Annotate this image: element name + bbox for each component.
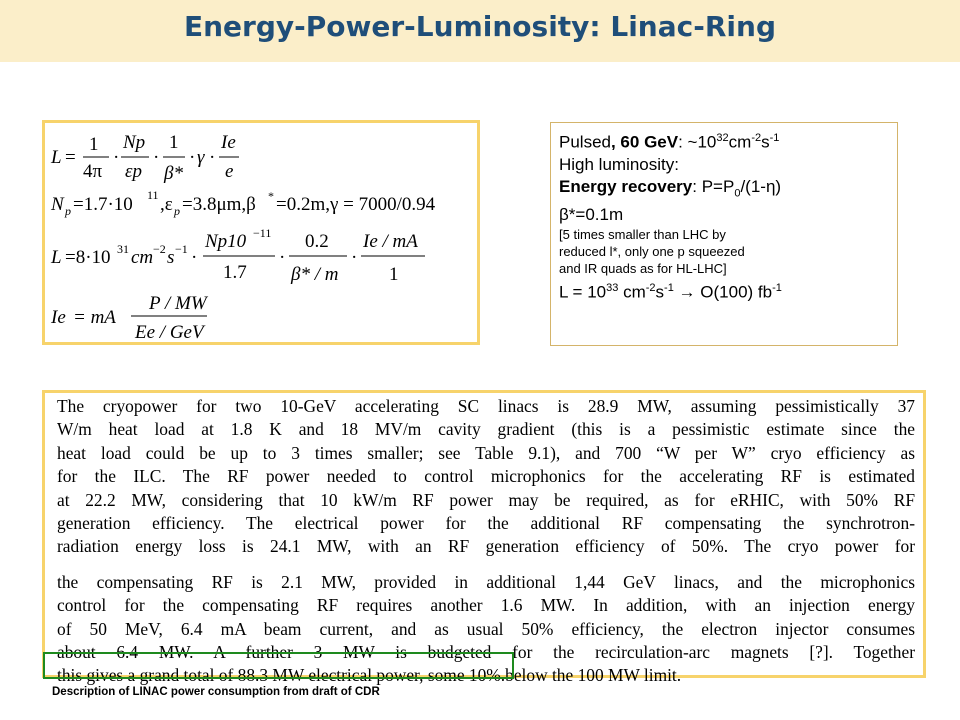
info-note-2: reduced l*, only one p squeezed xyxy=(559,244,745,260)
eq1-frac3-num: 1 xyxy=(169,132,179,153)
eq1-frac4-num: Ie xyxy=(221,132,236,153)
paragraph-line: control for the compensating RF requires another 1.6 MW. In addition, with an injection energy xyxy=(57,595,915,616)
eq1-frac2-den: εp xyxy=(125,161,142,182)
eq2-beta-star: * xyxy=(268,189,274,203)
eq2-eps-val: =3.8μm,β xyxy=(182,194,256,215)
eq2-np-exp: 11 xyxy=(147,188,159,202)
eq1-equals: = xyxy=(65,147,76,168)
eq1-lhs: L xyxy=(51,147,62,168)
info-line-luminosity: $L = 10^{33}$ $cm^{-2}s^{-1} \to O(100)$ $fb^{-1}$ xyxy=(559,282,782,302)
eq3-lhs: L xyxy=(51,247,62,268)
eq2-eps-sub: p xyxy=(174,204,180,218)
paragraph-line: radiation energy loss is 24.1 MW, with an RF generation efficiency of 50%. The cryo power for xyxy=(57,536,915,557)
eq2-np-sub: p xyxy=(65,204,71,218)
paragraph-line: heat load could be up to 3 times smaller; see Table 9.1), and 700 “W per W” cryo efficiency as xyxy=(57,442,915,463)
svg-text:·: · xyxy=(189,147,196,168)
eq3-dot: · xyxy=(191,247,198,268)
eq2-rest: =0.2m,γ = 7000/0.94 xyxy=(276,194,436,215)
svg-text:·: · xyxy=(209,147,216,168)
svg-text:·: · xyxy=(113,147,120,168)
eq4-den: Ee / GeV xyxy=(135,322,204,342)
eq2-np-val: =1.7·10 xyxy=(73,194,133,215)
cdr-paragraph xyxy=(57,395,915,688)
eq2-eps: ,ε xyxy=(160,194,173,215)
eq3-s: s xyxy=(167,247,175,268)
eq1-frac1-num: 1 xyxy=(89,134,99,155)
paragraph-line: of 50 MeV, 6.4 mA beam current, and as usual 50% efficiency, the electron injector consumes xyxy=(57,618,915,639)
eq1-gamma: γ xyxy=(197,147,205,168)
formula-svg xyxy=(45,123,477,342)
info-note-3: and IR quads as for HL-LHC] xyxy=(559,261,727,277)
eq4-equals: = mA xyxy=(73,307,116,328)
right-arrow-icon: → xyxy=(678,282,696,302)
info-line-high-luminosity: High luminosity: xyxy=(559,154,679,174)
paragraph-line: about 6.4 MW. A further 3 MW is budgeted for the recirculation-arc magnets [?]. Together xyxy=(57,642,915,663)
eq3-f1-den: 1.7 xyxy=(223,262,247,283)
eq3-u1: −2 xyxy=(153,242,166,256)
eq3-u2: −1 xyxy=(175,242,188,256)
paragraph-line: the compensating RF is 2.1 MW, provided in additional 1,44 GeV linacs, and the microphonics xyxy=(57,571,915,592)
formula-parameters xyxy=(50,188,436,218)
paragraph-line: generation efficiency. The electrical power for the additional RF compensating the synchrotron- xyxy=(57,513,915,534)
info-line-energy-recovery: Energy recovery: $P=P_0/(1-\eta)$ xyxy=(559,176,782,200)
figure-caption: Description of LINAC power consumption from draft of CDR xyxy=(52,686,380,698)
eq4-num: P / MW xyxy=(149,293,207,314)
svg-text:·: · xyxy=(351,247,358,268)
eq1-frac3-den: β* xyxy=(164,163,183,184)
info-line-pulsed: Pulsed, 60 GeV: $\sim 10^{32}cm^{-2}s^{-1}$ xyxy=(559,132,780,152)
svg-text:·: · xyxy=(279,247,286,268)
formula-luminosity xyxy=(50,132,239,184)
eq3-f1-exp: −11 xyxy=(253,226,272,240)
eq3-f1-num: Np10 xyxy=(205,231,247,252)
slide-title: Energy-Power-Luminosity: Linac-Ring xyxy=(183,10,776,43)
eq3-f3-den: 1 xyxy=(389,264,399,285)
svg-text:·: · xyxy=(153,147,160,168)
eq2-np: N xyxy=(51,194,64,215)
grand-total-highlight xyxy=(43,652,514,679)
eq1-frac2-num: Np xyxy=(123,132,146,153)
eq3-equals: =8·10 xyxy=(65,247,111,268)
info-note-1: [5 times smaller than LHC by xyxy=(559,227,726,243)
eq3-f2-den: β* / m xyxy=(291,264,339,285)
cdr-excerpt-box xyxy=(42,390,926,686)
eq3-units: cm xyxy=(131,247,154,268)
eq4-lhs: Ie xyxy=(51,307,66,328)
formula-electron-current xyxy=(50,293,209,342)
paragraph-line: for the ILC. The RF power needed to control microphonics for the accelerating RF is estimated xyxy=(57,466,915,487)
paragraph-line: this gives a grand total of 88.3 MW electrical power, some 10%.below the 100 MW limit. xyxy=(57,665,682,686)
luminosity-formula-box xyxy=(42,120,480,345)
parameters-info-box xyxy=(550,122,898,346)
eq1-frac4-den: e xyxy=(225,161,234,182)
formula-numeric-luminosity xyxy=(50,226,425,285)
eq3-exp: 31 xyxy=(117,242,129,256)
paragraph-line: W/m heat load at 1.8 K and 18 MV/m cavity gradient (this is a pessimistic estimate since the xyxy=(57,419,915,440)
eq1-frac1-den: 4π xyxy=(83,161,103,182)
eq3-f2-num: 0.2 xyxy=(305,231,329,252)
info-line-beta: β*=0.1m xyxy=(559,205,624,225)
paragraph-line: at 22.2 MW, considering that 10 kW/m RF power may be required, as for eRHIC, with 50% RF xyxy=(57,489,915,510)
paragraph-line: The cryopower for two 10-GeV accelerating SC linacs is 28.9 MW, assuming pessimistically 37 xyxy=(57,396,915,416)
eq3-f3-num: Ie / mA xyxy=(363,231,418,252)
